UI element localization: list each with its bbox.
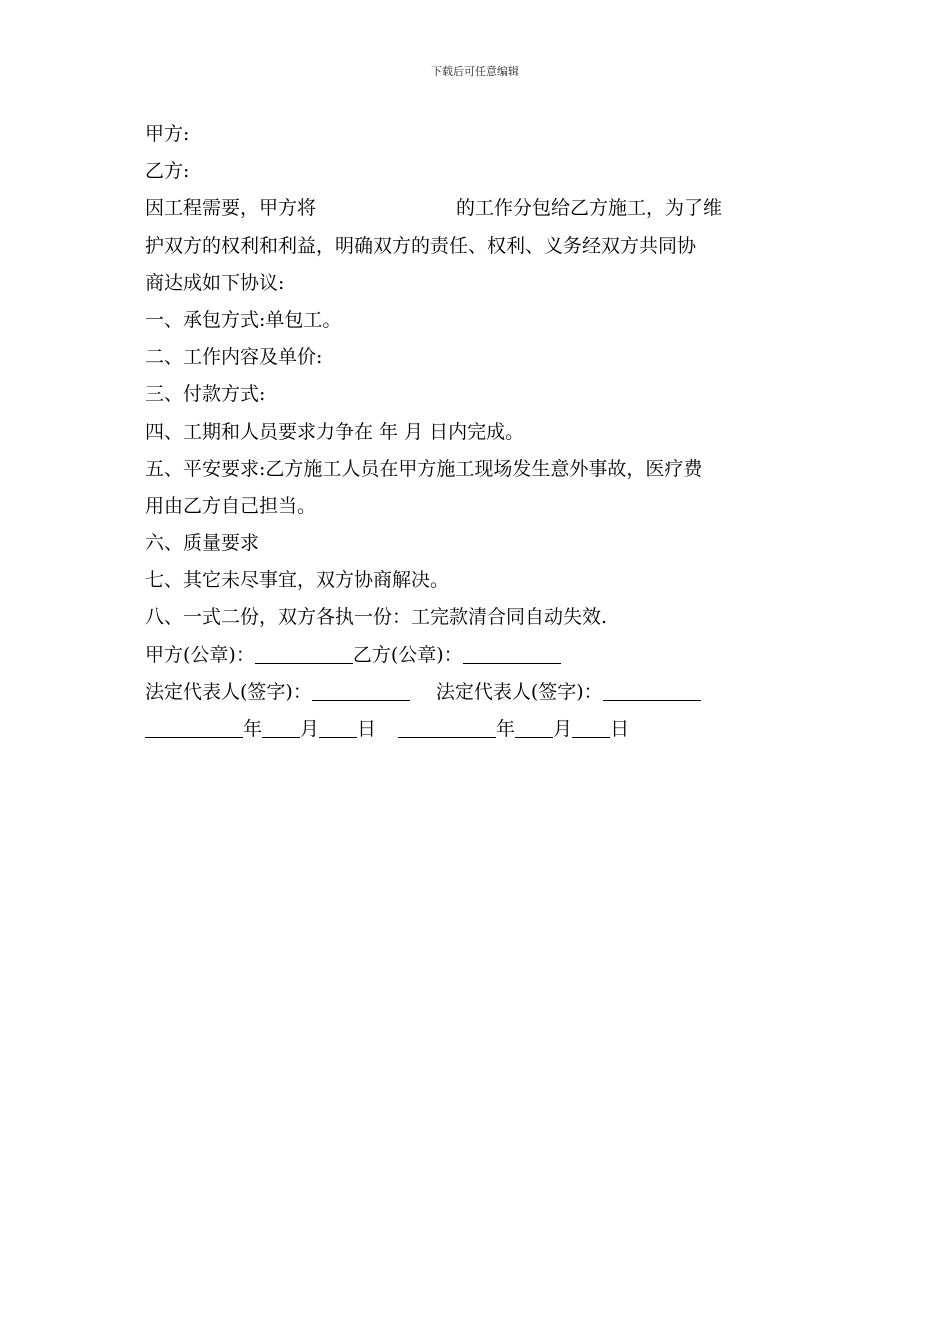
date-a-day-label: 日 [357, 718, 377, 740]
clause-2: 二、工作内容及单价: [145, 346, 323, 369]
clause-7: 七、其它未尽事宜，双方协商解决。 [145, 569, 450, 592]
party-a-line: 甲方: [145, 123, 190, 145]
intro-line-2: 护双方的权利和利益，明确双方的责任、权利、义务经双方共同协 [145, 234, 697, 257]
rep-b-blank [603, 680, 701, 701]
rep-b-label: 法定代表人(签字)： [435, 680, 603, 703]
date-a-year-blank [145, 717, 243, 738]
date-b-year-blank [398, 717, 496, 738]
date-b-month-blank [515, 717, 553, 738]
date-b-day-label: 日 [610, 718, 630, 740]
clause-5-line-1: 五、平安要求:乙方施工人员在甲方施工现场发生意外事故，医疗费 [145, 457, 703, 480]
party-a-seal-blank [255, 643, 353, 664]
date-b-year-label: 年 [496, 718, 516, 740]
seal-line [145, 637, 810, 674]
clause-3: 三、付款方式: [145, 383, 266, 406]
representative-line [145, 674, 810, 711]
rep-a-label: 法定代表人(签字)： [145, 680, 312, 703]
date-b-month-label: 月 [553, 718, 573, 740]
clause-4: 四、工期和人员要求力争在 年 月 日内完成。 [145, 420, 525, 443]
page-header: 下载后可任意编辑 [431, 65, 519, 78]
rep-a-blank [312, 680, 410, 701]
date-a-day-blank [319, 717, 357, 738]
date-line [145, 711, 810, 748]
date-a-month-label: 月 [300, 718, 320, 740]
date-a-month-blank [262, 717, 300, 738]
party-a-seal-label: 甲方(公章)： [145, 643, 255, 666]
date-a-year-label: 年 [243, 718, 263, 740]
intro-text-b: 的工作分包给乙方施工，为了维 [456, 197, 723, 220]
clause-1: 一、承包方式:单包工。 [145, 308, 342, 331]
intro-line-3: 商达成如下协议: [145, 271, 285, 294]
date-b-day-blank [572, 717, 610, 738]
intro-line-1 [145, 190, 810, 227]
intro-text-a: 因工程需要，甲方将 [145, 197, 317, 220]
party-b-seal-blank [463, 643, 561, 664]
party-b-line: 乙方: [145, 160, 190, 183]
clause-6: 六、质量要求 [145, 532, 260, 555]
clause-5-line-2: 用由乙方自己担当。 [145, 494, 317, 517]
contract-body [145, 116, 810, 748]
party-b-seal-label: 乙方(公章)： [352, 643, 463, 666]
clause-8: 八、一式二份，双方各执一份：工完款清合同自动失效. [145, 606, 608, 629]
